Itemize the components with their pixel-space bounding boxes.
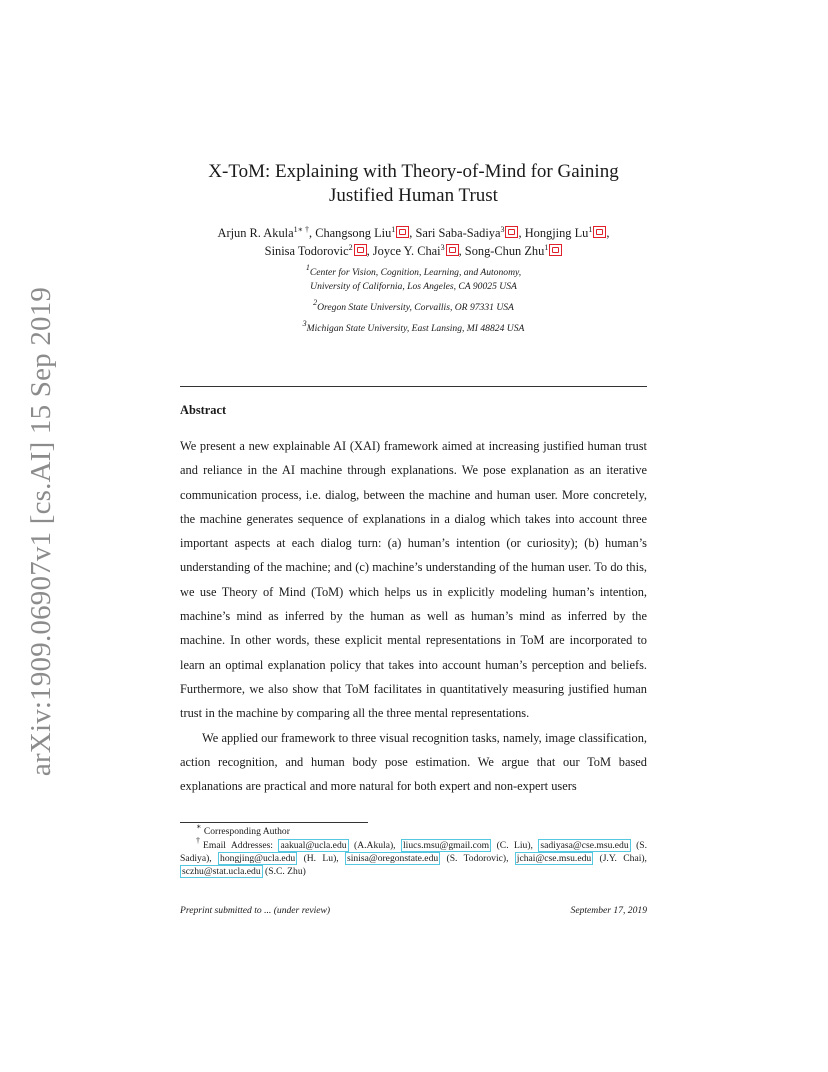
author-name: Song-Chun Zhu <box>464 244 545 258</box>
author-affiliation-mark: 2 <box>348 243 353 252</box>
orcid-icon[interactable] <box>549 244 562 256</box>
email-owner: (A.Akula), <box>354 839 396 851</box>
author-affiliation-mark: 1 <box>588 225 593 234</box>
arxiv-identifier: arXiv:1909.06907v1 [cs.AI] 15 Sep 2019 <box>25 286 58 776</box>
footnote-text: Email Addresses: <box>203 839 273 851</box>
footnotes <box>180 822 648 878</box>
author-affiliation-mark: 1∗ † <box>293 225 310 234</box>
footnote-emails <box>180 835 648 879</box>
title-line-2: Justified Human Trust <box>329 185 498 206</box>
email-owner: (C. Liu), <box>496 839 533 851</box>
arxiv-side-stamp <box>20 286 64 776</box>
affiliation-line: Michigan State University, East Lansing, MI 48824 USA <box>306 323 525 334</box>
abstract-body <box>180 434 647 798</box>
abstract-divider <box>180 386 647 387</box>
abstract-heading: Abstract <box>180 403 227 417</box>
email-owner: (J.Y. Chai), <box>599 853 647 865</box>
affiliation-line: University of California, Los Angeles, CA 90025 USA <box>310 281 517 292</box>
footer-date: September 17, 2019 <box>570 904 647 916</box>
author-name: Sari Saba-Sadiya <box>415 226 501 240</box>
email-link[interactable]: sadiyasa@cse.msu.edu <box>540 839 629 851</box>
author-name: Hongjing Lu <box>524 226 589 240</box>
footnote-corresponding <box>180 822 647 838</box>
affiliation-line: Center for Vision, Cognition, Learning, and Autonomy, <box>309 267 522 278</box>
author-affiliation-mark: 3 <box>500 225 505 234</box>
affiliation-2 <box>180 298 647 315</box>
email-link[interactable]: aakual@ucla.edu <box>280 839 347 851</box>
email-owner: (H. Lu), <box>303 853 339 865</box>
orcid-icon[interactable] <box>446 244 459 256</box>
page-footer <box>180 905 647 916</box>
title-line-1: X-ToM: Explaining with Theory-of-Mind for Gaining <box>208 161 619 182</box>
orcid-icon[interactable] <box>593 226 606 238</box>
email-link[interactable]: sczhu@stat.ucla.edu <box>182 866 261 878</box>
affiliation-mark: 2 <box>313 298 318 307</box>
affiliation-1 <box>180 263 647 294</box>
author-list <box>180 224 647 260</box>
affiliation-3 <box>180 319 647 336</box>
orcid-icon[interactable] <box>396 226 409 238</box>
author-name: Changsong Liu <box>315 226 392 240</box>
author-name: Joyce Y. Chai <box>372 244 441 258</box>
author-name: Sinisa Todorovic <box>264 244 349 258</box>
affiliation-line: Oregon State University, Corvallis, OR 97331 USA <box>317 302 514 313</box>
email-link[interactable]: liucs.msu@gmail.com <box>403 839 490 851</box>
abstract-paragraph-1: We present a new explainable AI (XAI) framework aimed at increasing justified human trust and reliance in the AI machine through explanations. We pose explanation as an iterative communication process, i.e. dialog, between the machine and human user. More concretely, the machine generates sequence of explanations in a dialog which takes into account three important aspects at each dialog turn: (a) human’s intention (or curiosity); (b) human’s understanding of the machine; and (c) machine’s understanding of the human user. To do this, we use Theory of Mind (ToM) which helps us in explicitly modeling human’s intention, machine’s mind as inferred by the human as well as human’s mind as inferred by the machine. In other words, these explicit mental representations in ToM are incorporated to learn an optimal explanation policy that takes into account human’s perception and beliefs. Furthermore, we also show that ToM facilitates in quantitatively measuring justified human trust in the machine by comparing all the three mental representations. <box>180 439 647 721</box>
paper-first-page <box>180 160 647 916</box>
email-link[interactable]: sinisa@oregonstate.edu <box>347 853 439 865</box>
affiliation-mark: 1 <box>305 263 310 272</box>
footnote-divider <box>180 822 368 823</box>
orcid-icon[interactable] <box>354 244 367 256</box>
footnote-mark: † <box>196 835 204 845</box>
affiliation-mark: 3 <box>302 319 307 328</box>
footnote-mark: ∗ <box>196 822 202 832</box>
author-line-2: Sinisa Todorovic$^2$ , Joyce Y. Chai$^3$ , Song-Chun Zhu$^1$ <box>180 242 647 260</box>
preprint-note: Preprint submitted to ... (under review) <box>180 904 331 916</box>
email-link[interactable]: hongjing@ucla.edu <box>220 853 296 865</box>
email-owner: (S.C. Zhu) <box>265 866 306 878</box>
abstract-paragraph-2: We applied our framework to three visual recognition tasks, namely, image classification, action recognition, and human body pose estimation. We argue that our ToM based explanations are practical and more natural for both expert and non-expert users <box>180 730 647 794</box>
footnote-text: Corresponding Author <box>203 826 290 838</box>
author-affiliation-mark: 3 <box>440 243 445 252</box>
paper-title <box>180 160 647 208</box>
author-affiliation-mark: 1 <box>544 243 549 252</box>
author-name: Arjun R. Akula <box>217 226 294 240</box>
author-line-1: Arjun R. Akula$^{1∗ \dagger}$, Changsong Liu$^1$ , Sari Saba-Sadiya$^3$ , Hongjing Lu$^1$ , <box>217 225 610 240</box>
email-link[interactable]: jchai@cse.msu.edu <box>516 853 592 865</box>
email-owner: (S. Todorovic), <box>446 853 509 865</box>
orcid-icon[interactable] <box>505 226 518 238</box>
author-affiliation-mark: 1 <box>391 225 396 234</box>
email-owner: (S. Sadiya), <box>180 839 648 865</box>
